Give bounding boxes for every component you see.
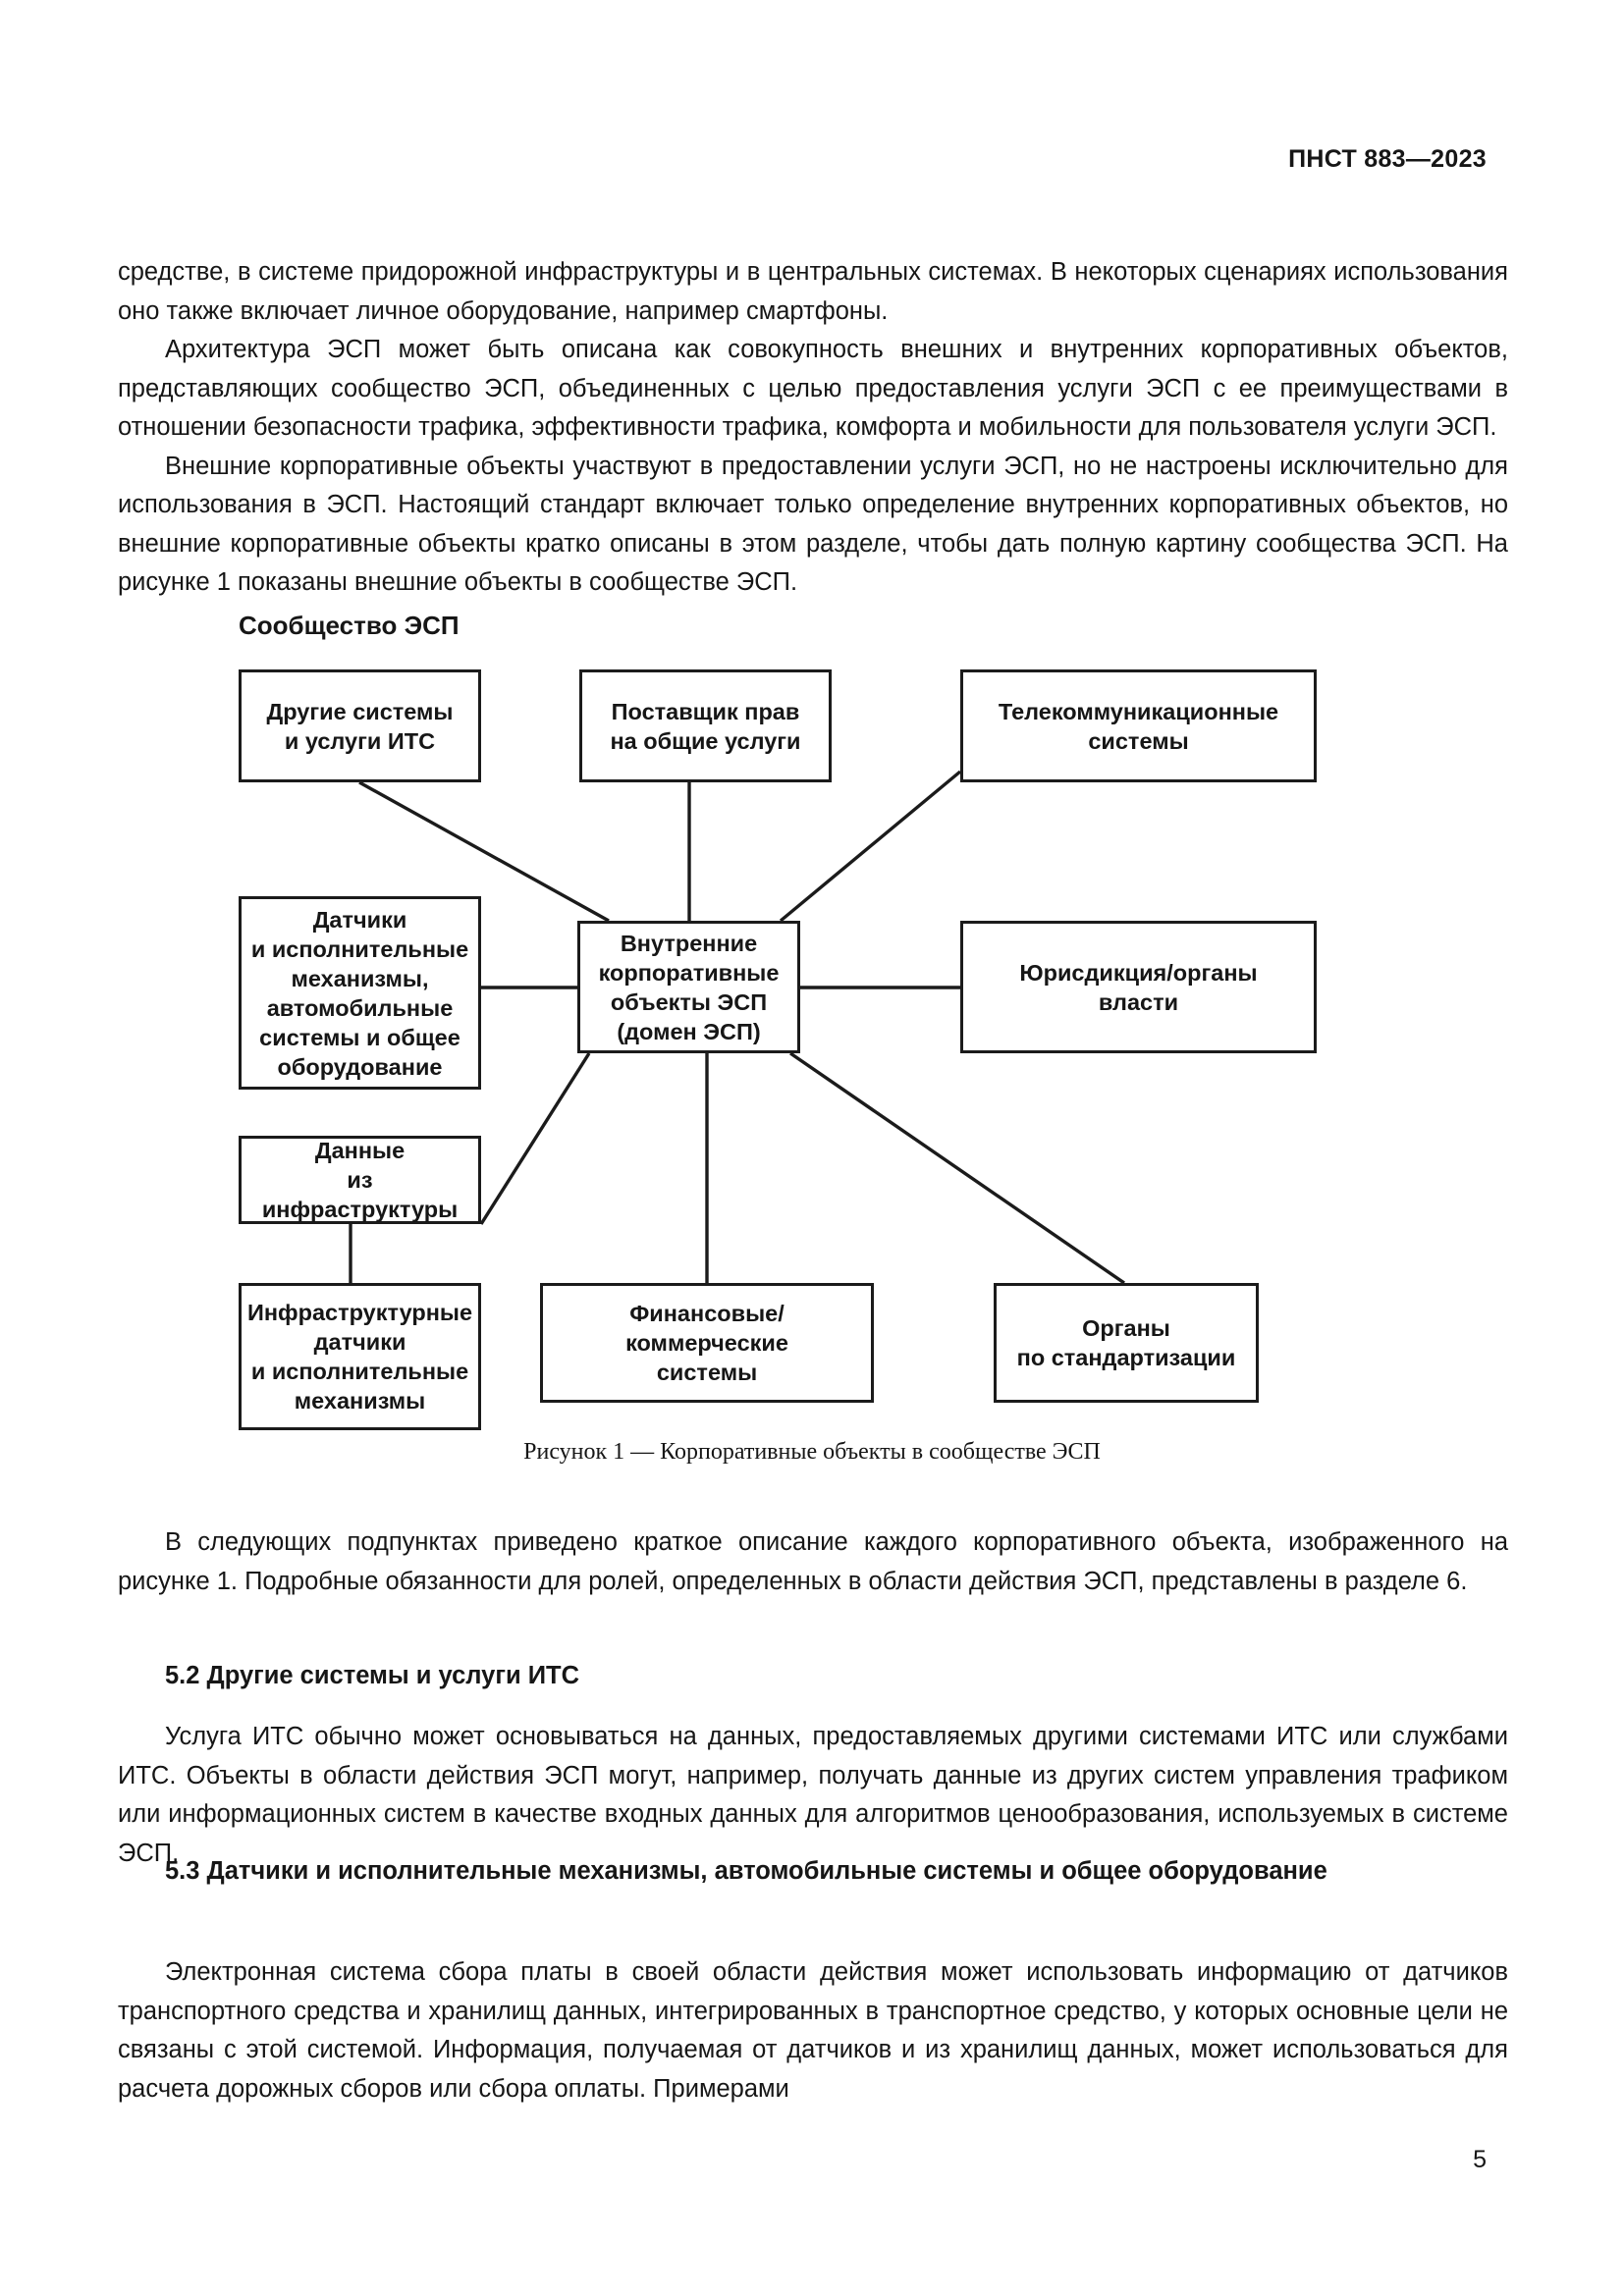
paragraph: средстве, в системе придорожной инфраструктуры и в центральных системах. В некоторых сценариях использования оно также включает личное оборудование, например смартфоны.: [118, 258, 1508, 325]
paragraph: Услуга ИТС обычно может основываться на данных, предоставляемых другими системами ИТС или службами ИТС. Объекты в области действия ЭСП могут, например, получать данные из других систем управления трафиком или информационных систем в качестве входных данных для алгоритмов ценообразования, используемых в системе ЭСП.: [118, 1723, 1508, 1867]
page-number: 5: [1473, 2146, 1487, 2173]
figure-node-label: Поставщик прав на общие услуги: [610, 698, 801, 754]
paragraph: Электронная система сбора платы в своей области действия может использовать информацию от датчиков транспортного средства и хранилищ данных, интегрированных в транспортное средство, у которых основные цели не связаны с этой системой. Информация, получаемая от датчиков и из хранилищ данных, может использоваться для расчета дорожных сборов или сбора оплаты. Примерами: [118, 1958, 1508, 2103]
figure-node-label: Датчики и исполнительные механизмы, автомобильные системы и общее оборудование: [250, 906, 469, 1080]
figure-title: Сообщество ЭСП: [239, 611, 460, 640]
figure-node-label: Органы по стандартизации: [1016, 1315, 1236, 1370]
figure-node-label: Юрисдикция/органы власти: [1019, 959, 1258, 1015]
figure-node-other-its: [239, 669, 481, 782]
figure-node-standards: [994, 1283, 1259, 1403]
figure-caption: Рисунок 1 — Корпоративные объекты в сообществе ЭСП: [523, 1439, 1101, 1465]
figure-node-label: Данные из инфраструктуры: [261, 1138, 459, 1222]
figure-edge-infra-data-to-internal-core: [481, 1053, 589, 1224]
paragraph: Архитектура ЭСП может быть описана как совокупность внешних и внутренних корпоративных объектов, представляющих сообщество ЭСП, объединенных с целью предоставления услуги ЭСП с ее преимуществами в отношении безопасности трафика, эффективности трафика, комфорта и мобильности для пользователя услуги ЭСП.: [118, 336, 1508, 441]
figure-node-label: Телекоммуникационные системы: [998, 698, 1279, 754]
figure-node-rights-provider: [579, 669, 832, 782]
figure-node-sensors-vehicle: [239, 896, 481, 1090]
figure-node-label: Финансовые/коммерческие системы: [625, 1301, 788, 1385]
paragraph: В следующих подпунктах приведено краткое описание каждого корпоративного объекта, изображенного на рисунке 1. Подробные обязанности для ролей, определенных в области действия ЭСП, представлены в разделе 6.: [118, 1528, 1508, 1595]
figure-edge-telecom-to-internal-core: [781, 772, 960, 921]
figure-node-infra-data: [239, 1136, 481, 1224]
figure-node-infra-sensors: [239, 1283, 481, 1430]
figure-node-jurisdiction: [960, 921, 1317, 1053]
running-head: ПНСТ 883—2023: [1288, 145, 1487, 173]
section-heading-5-2: 5.2 Другие системы и услуги ИТС: [165, 1662, 580, 1689]
figure-node-telecom: [960, 669, 1317, 782]
figure-edge-internal-core-to-standards: [790, 1053, 1124, 1283]
figure-node-internal-core: [577, 921, 800, 1053]
paragraph: Внешние корпоративные объекты участвуют в предоставлении услуги ЭСП, но не настроены исключительно для использования в ЭСП. Настоящий стандарт включает только определение внутренних корпоративных объектов, но внешние корпоративные объекты кратко описаны в этом разделе, чтобы дать полную картину сообщества ЭСП. На рисунке 1 показаны внешние объекты в сообществе ЭСП.: [118, 452, 1508, 596]
section-heading-5-3: 5.3 Датчики и исполнительные механизмы, автомобильные системы и общее оборудование: [165, 1857, 1327, 1885]
figure-node-label: Другие системы и услуги ИТС: [266, 698, 454, 754]
figure-node-label: Внутренние корпоративные объекты ЭСП (домен ЭСП): [598, 930, 780, 1044]
figure-node-label: Инфраструктурные датчики и исполнительные механизмы: [246, 1300, 473, 1414]
figure-node-financial: [540, 1283, 874, 1403]
